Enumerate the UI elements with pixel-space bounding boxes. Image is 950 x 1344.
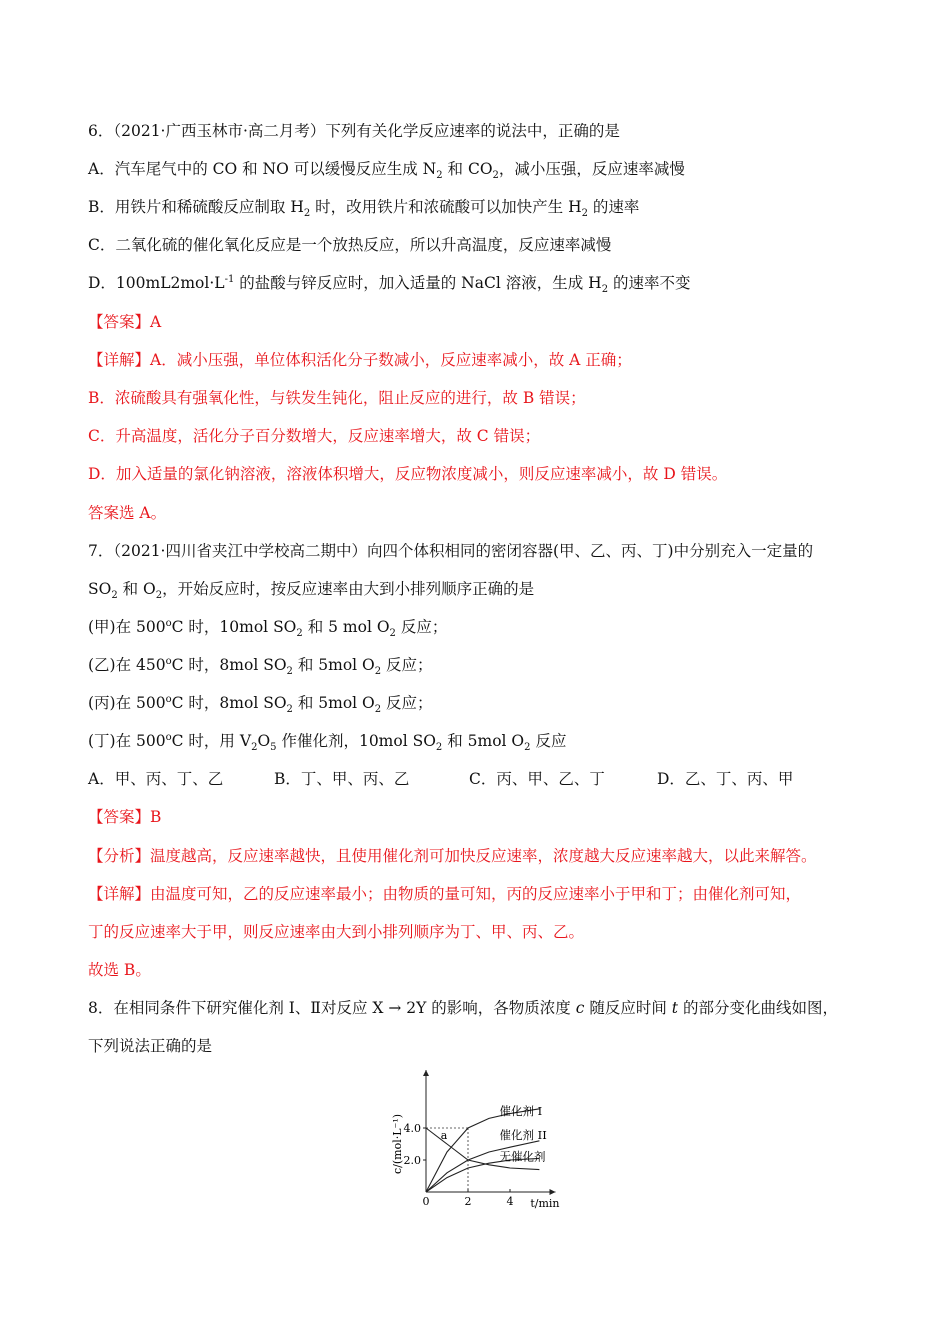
q6-stem: 6．（2021·广西玉林市·高二月考）下列有关化学反应速率的说法中，正确的是: [88, 122, 620, 140]
q7-condition-bing: (丙)在 500$^o$C 时，8mol $SO_2$ 和 5mol $O_2$ 反应；: [88, 693, 433, 716]
q6-answer: 【答案】A: [88, 313, 162, 331]
x-axis-arrow: [550, 1189, 556, 1195]
q7-detail-line2: 丁的反应速率大于甲，则反应速率由大到小排列顺序为丁、甲、丙、乙。: [88, 923, 585, 941]
q6-option-b: B．用铁片和稀硫酸反应制取 $H_2$ 时，改用铁片和浓硫酸可以加快产生 $H_2$ 的速率: [88, 198, 640, 220]
y-tick-label: 4.0: [403, 1122, 421, 1135]
q7-condition-yi: (乙)在 450$^o$C 时，8mol $SO_2$ 和 5mol $O_2$ 反应；: [88, 655, 433, 678]
series-label-0: 催化剂 I: [499, 1103, 543, 1118]
q7-condition-ding: (丁)在 500$^o$C 时，用 $V_2O_5$ 作催化剂，10mol $SO_2$ 和 5mol $O_2$ 反应: [88, 731, 567, 754]
series-label-2: 无催化剂: [499, 1149, 546, 1164]
curve-label-a: a: [440, 1129, 448, 1142]
y-axis-label: c/(mol·L⁻¹): [391, 1113, 404, 1175]
q6-detail-d: D．加入适量的氯化钠溶液，溶液体积增大，反应物浓度减小，则反应速率减小，故 D 错误。: [88, 465, 728, 483]
x-tick-label: 0: [422, 1195, 430, 1208]
q6-option-d: D．$100mL2mol\cdot L^{-1}$ 的盐酸与锌反应时，加入适量的 NaCl 溶液，生成 $H_2$ 的速率不变: [88, 273, 691, 296]
q7-option-d: D．乙、丁、丙、甲: [657, 770, 794, 788]
q7-analysis: 【分析】温度越高，反应速率越快，且使用催化剂可加快反应速率，浓度越大反应速率越大，以此来解答。: [88, 847, 817, 865]
concentration-time-chart: [388, 1066, 568, 1212]
q6-detail-c: C．升高温度，活化分子百分数增大，反应速率增大，故 C 错误；: [88, 427, 541, 445]
q7-stem-line2: $SO_2$ 和 $O_2$，开始反应时，按反应速率由大到小排列顺序正确的是: [88, 580, 535, 602]
q7-conclusion: 故选 B。: [88, 961, 151, 979]
q8-stem-line1: 8．在相同条件下研究催化剂 I、Ⅱ对反应 X → 2Y 的影响，各物质浓度 c 随反应时间 t 的部分变化曲线如图，: [88, 999, 838, 1017]
q7-condition-jia: (甲)在 500$^o$C 时，10mol $SO_2$ 和 5 mol $O_2$ 反应；: [88, 617, 448, 640]
q7-detail-line1: 【详解】由温度可知，乙的反应速率最小；由物质的量可知，丙的反应速率小于甲和丁；由催化剂可知，: [88, 885, 802, 903]
q6-detail-b: B．浓硫酸具有强氧化性，与铁发生钝化，阻止反应的进行，故 B 错误；: [88, 389, 586, 407]
x-axis-label: t/min: [530, 1197, 560, 1210]
y-tick-label: 2.0: [403, 1154, 421, 1167]
q6-conclusion: 答案选 A。: [88, 504, 167, 522]
q7-option-a: A．甲、丙、丁、乙: [88, 770, 224, 788]
x-tick-label: 4: [506, 1195, 514, 1208]
q6-option-c: C．二氧化硫的催化氧化反应是一个放热反应，所以升高温度，反应速率减慢: [88, 236, 612, 254]
q6-option-a: A．汽车尾气中的 CO 和 NO 可以缓慢反应生成 $N_2$ 和 $CO_2$，减小压强，反应速率减慢: [88, 160, 685, 182]
q6-detail-a: 【详解】A．减小压强，单位体积活化分子数减小，反应速率减小，故 A 正确；: [88, 351, 632, 369]
series-label-1: 催化剂 II: [499, 1128, 547, 1143]
q7-stem-line1: 7．（2021·四川省夹江中学校高二期中）向四个体积相同的密闭容器(甲、乙、丙、丁)中分别充入一定量的: [88, 542, 814, 560]
q8-stem-line2: 下列说法正确的是: [88, 1037, 213, 1055]
y-axis-arrow: [423, 1070, 429, 1076]
q7-option-b: B．丁、甲、丙、乙: [274, 770, 410, 788]
q7-option-c: C．丙、甲、乙、丁: [469, 770, 605, 788]
x-tick-label: 2: [464, 1195, 472, 1208]
q7-answer: 【答案】B: [88, 808, 162, 826]
